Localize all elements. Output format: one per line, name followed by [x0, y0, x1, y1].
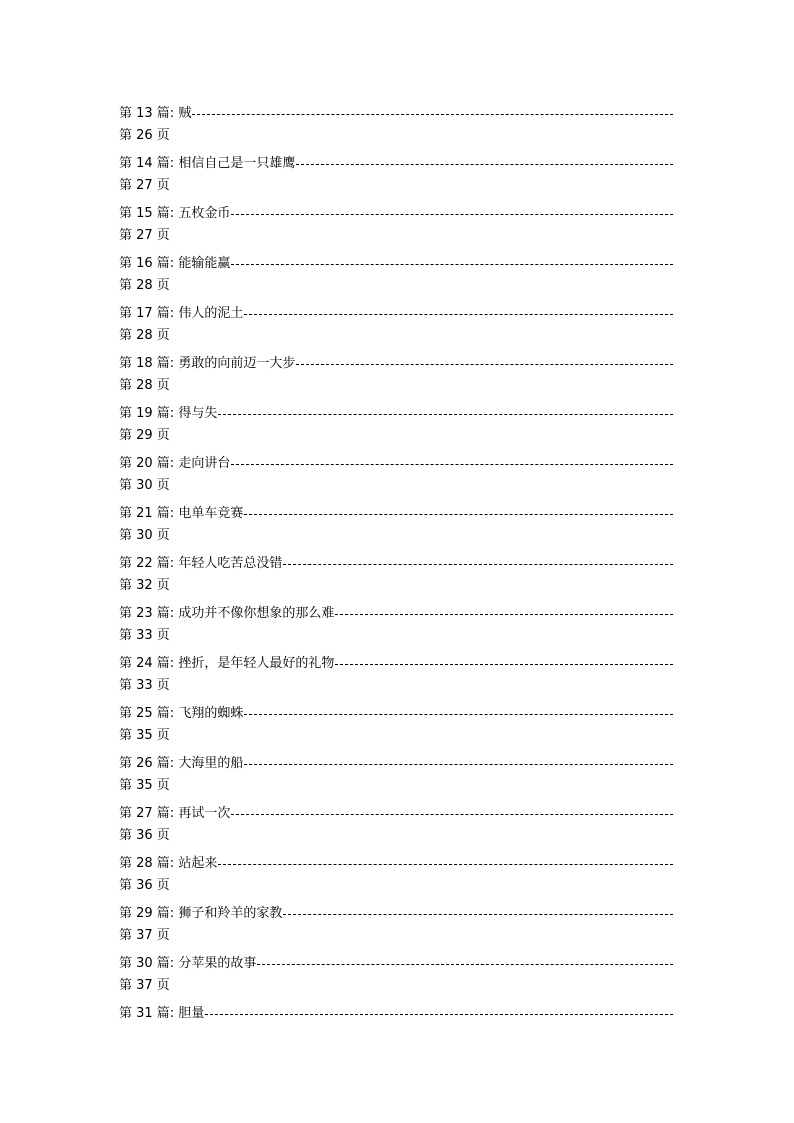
- toc-entry[interactable]: [119, 101, 673, 126]
- toc-entry[interactable]: [119, 851, 673, 876]
- toc-entry[interactable]: [119, 801, 673, 826]
- toc-entry-title: 第 18 篇: 勇敢的向前迈一大步: [119, 355, 296, 371]
- dotted-leader: [244, 714, 673, 715]
- toc-entry-title: 第 19 篇: 得与失: [119, 405, 218, 421]
- toc-page-number: 第 28 页: [119, 278, 170, 293]
- toc-page-number: 第 36 页: [119, 828, 170, 843]
- toc-entry[interactable]: [119, 251, 673, 276]
- dotted-leader: [296, 164, 673, 165]
- toc-page-number: 第 27 页: [119, 178, 170, 193]
- toc-entry[interactable]: [119, 501, 673, 526]
- toc-entry-title: 第 15 篇: 五枚金币: [119, 205, 231, 221]
- toc-entry-title: 第 25 篇: 飞翔的蜘蛛: [119, 705, 244, 721]
- dotted-leader: [335, 664, 673, 665]
- toc-entry[interactable]: [119, 701, 673, 726]
- toc-entry-title: 第 21 篇: 电单车竞赛: [119, 505, 244, 521]
- toc-page-number: 第 36 页: [119, 878, 170, 893]
- toc-page-number: 第 28 页: [119, 328, 170, 343]
- toc-entry[interactable]: [119, 551, 673, 576]
- toc-entry[interactable]: [119, 351, 673, 376]
- toc-entry[interactable]: [119, 201, 673, 226]
- toc-page-number: 第 28 页: [119, 378, 170, 393]
- toc-entry-title: 第 20 篇: 走向讲台: [119, 455, 231, 471]
- toc-entry[interactable]: [119, 901, 673, 926]
- toc-entry[interactable]: [119, 601, 673, 626]
- dotted-leader: [296, 364, 673, 365]
- toc-entry[interactable]: [119, 451, 673, 476]
- toc-entry-title: 第 14 篇: 相信自己是一只雄鹰: [119, 155, 296, 171]
- toc-entry[interactable]: [119, 401, 673, 426]
- dotted-leader: [231, 464, 673, 465]
- toc-entry-title: 第 31 篇: 胆量: [119, 1005, 205, 1021]
- toc-entry[interactable]: [119, 651, 673, 676]
- toc-entry-title: 第 28 篇: 站起来: [119, 855, 218, 871]
- toc-page-number: 第 33 页: [119, 678, 170, 693]
- dotted-leader: [244, 514, 673, 515]
- toc-entry-title: 第 16 篇: 能输能赢: [119, 255, 231, 271]
- dotted-leader: [231, 814, 673, 815]
- table-of-contents: [119, 101, 673, 1026]
- toc-entry-title: 第 23 篇: 成功并不像你想象的那么难: [119, 605, 335, 621]
- toc-page-number: 第 32 页: [119, 578, 170, 593]
- toc-page-number: 第 29 页: [119, 428, 170, 443]
- toc-entry[interactable]: [119, 301, 673, 326]
- toc-entry-title: 第 27 篇: 再试一次: [119, 805, 231, 821]
- dotted-leader: [283, 914, 673, 915]
- toc-entry-title: 第 29 篇: 狮子和羚羊的家教: [119, 905, 283, 921]
- toc-page-number: 第 33 页: [119, 628, 170, 643]
- toc-entry-title: 第 26 篇: 大海里的船: [119, 755, 244, 771]
- dotted-leader: [335, 614, 673, 615]
- toc-entry-title: 第 13 篇: 贼: [119, 105, 192, 121]
- toc-entry-title: 第 30 篇: 分苹果的故事: [119, 955, 257, 971]
- dotted-leader: [283, 564, 673, 565]
- toc-entry[interactable]: [119, 951, 673, 976]
- toc-page-number: 第 35 页: [119, 778, 170, 793]
- toc-page-number: 第 37 页: [119, 928, 170, 943]
- toc-page-number: 第 30 页: [119, 528, 170, 543]
- toc-page-number: 第 26 页: [119, 128, 170, 143]
- dotted-leader: [244, 764, 673, 765]
- toc-entry-title: 第 17 篇: 伟人的泥土: [119, 305, 244, 321]
- toc-entry[interactable]: [119, 751, 673, 776]
- toc-entry-title: 第 24 篇: 挫折，是年轻人最好的礼物: [119, 655, 335, 671]
- toc-entry[interactable]: [119, 151, 673, 176]
- toc-page-number: 第 27 页: [119, 228, 170, 243]
- dotted-leader: [244, 314, 673, 315]
- dotted-leader: [257, 964, 673, 965]
- toc-page-number: 第 30 页: [119, 478, 170, 493]
- toc-entry-title: 第 22 篇: 年轻人吃苦总没错: [119, 555, 283, 571]
- toc-page-number: 第 37 页: [119, 978, 170, 993]
- dotted-leader: [231, 264, 673, 265]
- dotted-leader: [205, 1014, 673, 1015]
- dotted-leader: [192, 114, 673, 115]
- toc-entry[interactable]: [119, 1001, 673, 1026]
- dotted-leader: [231, 214, 673, 215]
- dotted-leader: [218, 864, 673, 865]
- toc-page-number: 第 35 页: [119, 728, 170, 743]
- dotted-leader: [218, 414, 673, 415]
